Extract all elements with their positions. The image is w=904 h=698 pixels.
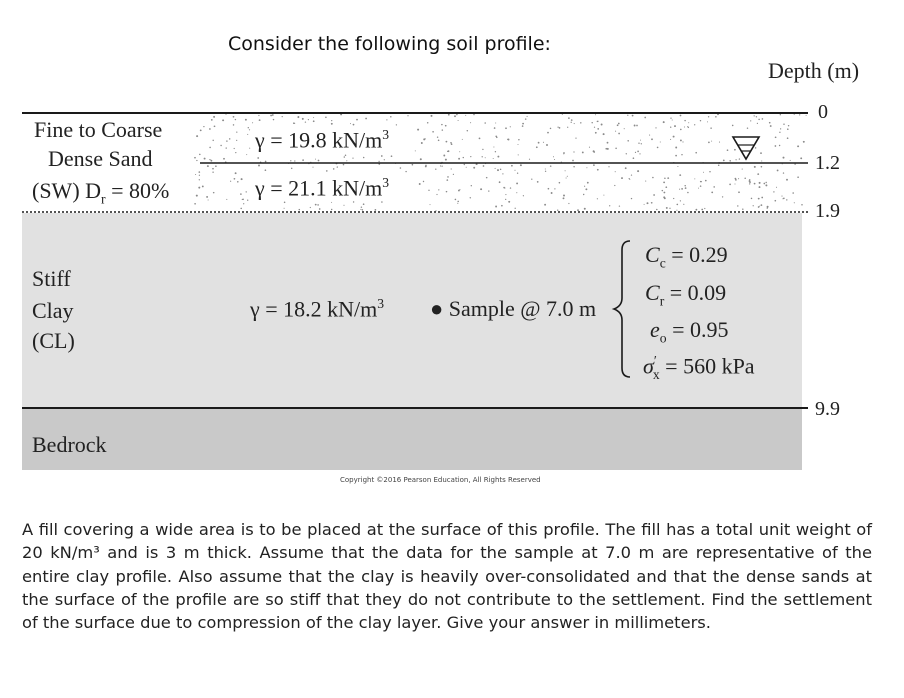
depth-label-9-9: 9.9	[815, 398, 840, 420]
sand-unit-weight-lower: γ = 21.1 $kN/m^3$	[255, 175, 390, 201]
intro-text: Consider the following soil profile:	[228, 33, 551, 55]
depth-label-0: 0	[818, 101, 828, 123]
sand-unit-weight-upper: γ = 19.8 $kN/m^3$	[255, 127, 390, 153]
problem-statement: A fill covering a wide area is to be placed at the surface of this profile. The fill has a total unit weight of 20 kN/m³ and is 3 m thick. Assume that the data for the sample at 7.0 m are representative of the entire clay profile. Also assume that the clay is heavily over-consolidated and that the dense sands at the surface of the profile are so stiff that they do not contribute to the settlement. Find the settlement of the surface due to compression of the clay layer. Give your answer in millimeters.	[22, 520, 872, 633]
depth-label-1-9: 1.9	[815, 200, 840, 222]
copyright-notice: Copyright ©2016 Pearson Education, All Rights Reserved	[340, 476, 541, 484]
clay-unit-weight: γ = 18.2 $kN/m^3$	[250, 296, 385, 322]
clay-name-line2: Clay	[32, 298, 74, 323]
bedrock-name: Bedrock	[32, 432, 107, 457]
preconsolidation-stress: $\sigma'_x = 560$ kPa	[643, 353, 755, 382]
clay-name-line1: Stiff	[32, 266, 71, 291]
compression-index: $C_c = 0.29$	[645, 242, 728, 271]
initial-void-ratio: $e_o = 0.95$	[650, 317, 729, 346]
sand-name-line3: (SW) $D_r = 80\%$	[32, 178, 170, 207]
sand-name-line2: Dense Sand	[48, 146, 153, 171]
recompression-index: $C_r = 0.09$	[645, 280, 727, 309]
bedrock-layer	[22, 408, 802, 470]
sand-name-line1: Fine to Coarse	[34, 117, 163, 142]
depth-label-1-2: 1.2	[815, 152, 840, 174]
sample-marker: ● Sample @ 7.0 m	[430, 296, 597, 321]
depth-header: Depth (m)	[768, 58, 860, 83]
clay-name-line3: (CL)	[32, 328, 75, 353]
